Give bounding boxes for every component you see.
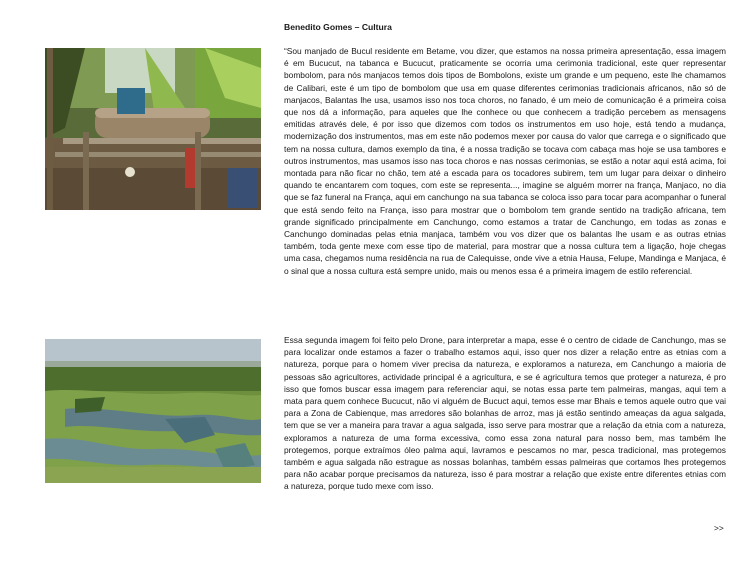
drone-aerial-photo [45,339,261,483]
paragraph-drone-image: Essa segunda imagem foi feito pelo Drone, para interpretar a mapa, esse é o centro de cidade de Canchungo, mas se para localizar onde estamos a fazer o trabalho estamos aqui, isso quer nos dizer a relação entre as etnias com a natureza, porque para o homem viver precisa da natureza, e exploramos a natureza, em Canchungo a maioria de pessoas são agricultores, actividade principal é a agricultura, e se é agricultura temos que proteger a natureza, é pro isso que fomos buscar essa imagem para referenciar aqui, se notas essa parte tem palmeiras, mangas, aqui tem a mata para quem conhece Bucucut, não vi alguém de Bucuct aqui, temos esse mar Bhais e temos aquele outro que vai para a Zona de Cabienque, mas arredores são bolanhas de arroz, mas já estão sentindo ameaças da agua salgada, tem que se ver a maneira para travar a agua salgada, isso serve para mostrar que a relação da etnia com a natureza, exploramos a natureza de uma forma excessiva, como essa zona natural para nosso bem, mas também lhe protegemos, porque extraímos óleo palma aqui, lavramos e pescamos no mar, pesca tradicional, mas protegemos também e agua salgada não estrague as nossas bolanhas, também essas palmeiras que cortamos lhes protegemos para não acabar porque precisamos da natureza, isso é para mostrar a relação que existe entre diferentes etnias com a natureza, porque tudo mexe com isso. [284,335,726,492]
bombolom-drum-photo [45,48,261,210]
document-title: Benedito Gomes – Cultura [284,22,392,32]
paragraph-bombolom: “Sou manjado de Bucul residente em Betame, vou dizer, que estamos na nossa primeira apresentação, essa imagem é em Bucucut, na tabanca e Bucucut, praticamente se ocorria uma cerimonia tradicional, este quer representar bombolom, para nós manjacos temos dois tipos de Bombolons, existe um grande e um pequeno, este lhe chamamos de Calibari, este é um tipo de bombolom que usa em quase diferentes cerimonias tradicionais africanos, não só de manjacos, Balantas lhe usa, usamos isso nos toca choros, no fanado, é um meio de comunicação é a primeira coisa que nos dá a informação, para aqueles que lhe conhece ou que conhecem a tradição percebem as mensagens emitidas através dele, é por isso que dizemos com todos os instrumentos em uso hoje, está tendo a mudança, modernização dos instrumentos, mas em este não podemos mexer por causa do valor que carrega e o significado que tem na nossa cultura, damos exemplo da tina, é a nossa tradição se tocava com cabaça mas hoje se usa tambores e outros instrumentos, mas usamos isso nas toca choros e nas nossas cerimonias, se estão a notar aqui está acima, foi montada para não ficar no chão, tem até a escada para os tocadores subirem, tem um lugar para deixar o dinheiro quando te encantarem com toques, com este se representa..., imagine se alguém morrer na frança, Manjaco, no dia que se faz funeral na França, aqui em canchungo na sua tabanca se coloca isso para tocar para acompanhar o funeral que está sendo feito na França, isso para mostrar que o bombolom tem grande sentido na tradição africana, tem grande significado principalmente em Canchungo, como estamos a tratar de Canchungo, em todas as zonas e Canchungo dominadas pelas etnia manjaca, também vou vos dizer que os balantas lhe usam e as outras etnias também, toda gente mexe com esse tipo de material, para mostrar que a nossa cultura tem a ligação, hoje chegas uma casa, chegamos numa residência na rua de Calequisse, onde vive a etnia Hausa, Felupe, Mandinga e Manjaca, é o sinal que a nossa cultura está sempre unido, mais ou menos essa é a primeira imagem de estilo referencial. [284,46,726,276]
next-page-marker[interactable]: >> [714,523,724,533]
